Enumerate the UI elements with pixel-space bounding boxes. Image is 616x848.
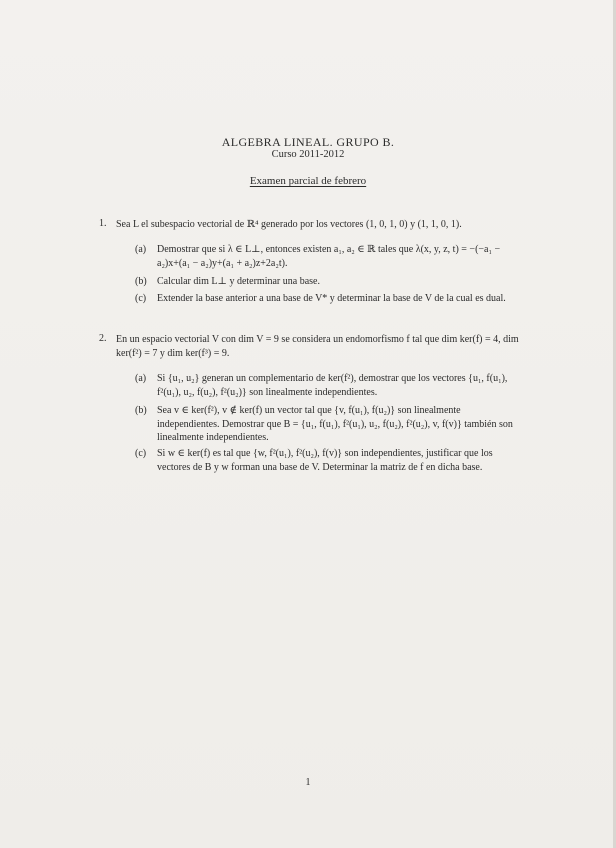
problem-2-part-c [135, 447, 521, 474]
problem-2-part-b [135, 404, 521, 445]
part-text: Calcular dim L⊥ y determinar una base. [157, 276, 320, 287]
course-year: Curso 2011-2012 [271, 149, 345, 160]
problem-1-statement: Sea L el subespacio vectorial de ℝ⁴ generado por los vectores (1, 0, 1, 0) y (1, 1, 0, 1). [116, 219, 462, 230]
problem-1-part-a [135, 243, 515, 270]
exam-subtitle: Examen parcial de febrero [249, 175, 367, 187]
problem-1-part-c [135, 292, 515, 306]
problem-2-part-a [135, 372, 521, 399]
exam-title: ALGEBRA LINEAL. GRUPO B. [221, 135, 395, 149]
problem-2-statement: En un espacio vectorial V con dim V = 9 se considera un endomorfismo f tal que dim ker(f) = 4, dim ker(f²) = 7 y dim ker(f³) = 9. [116, 334, 519, 359]
part-text: Si w ∈ ker(f) es tal que {w, f²(u₁), f²(u₂), f(v)} son independientes, justificar que los vectores de B y w forman una base de V. Determinar la matriz de f en dicha base. [157, 448, 493, 473]
page-number: 1 [305, 777, 311, 788]
part-label: (c) [135, 448, 147, 459]
part-label: (c) [135, 293, 147, 304]
part-text: Extender la base anterior a una base de V* y determinar la base de V de la cual es dual. [157, 293, 506, 304]
part-text: Si {u₁, u₂} generan un complementario de ker(f²), demostrar que los vectores {u₁, f(u₁), f²(u₁), u₂, f(u₂), f²(u₂)} son linealmente independientes. [157, 373, 508, 398]
part-label: (a) [135, 373, 147, 384]
part-label: (b) [135, 405, 147, 416]
part-label: (a) [135, 244, 147, 255]
problem-1-number: 1. [99, 218, 107, 229]
part-label: (b) [135, 276, 147, 287]
problem-2-number: 2. [99, 333, 107, 344]
problem-1-part-b [135, 275, 515, 289]
part-text: Demostrar que si λ ∈ L⊥, entonces existen a₁, a₂ ∈ ℝ tales que λ(x, y, z, t) = −(−a₁ − a₂)x+(a₁ − a₂)y+(a₁ + a₂)z+2a₂t). [157, 244, 501, 269]
part-text: Sea v ∈ ker(f²), v ∉ ker(f) un vector tal que {v, f(u₁), f(u₂)} son linealmente independientes. Demostrar que B = {u₁, f(u₁), f²(u₁), u₂, f(u₂), f²(u₂), v, f(v)} también son linealmente independientes. [157, 405, 513, 443]
